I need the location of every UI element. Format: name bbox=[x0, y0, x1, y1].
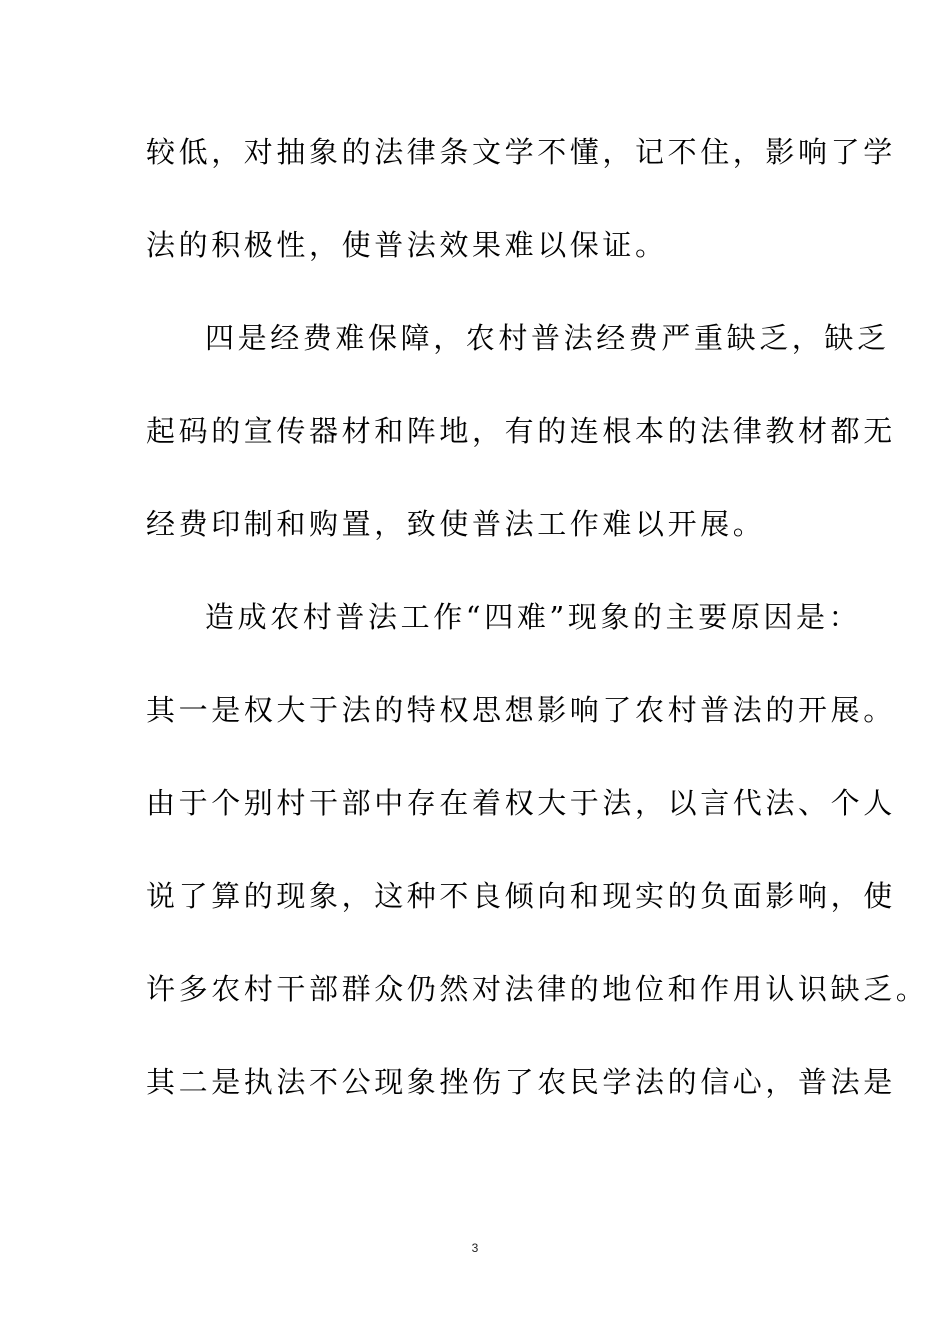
body-text-line: 经费印制和购置，致使普法工作难以开展。 bbox=[146, 507, 766, 541]
body-text-line: 许多农村干部群众仍然对法律的地位和作用认识缺乏。 bbox=[146, 972, 929, 1006]
paragraph-start-line: 造成农村普法工作“四难”现象的主要原因是： bbox=[205, 600, 862, 634]
paragraph-start-line: 四是经费难保障，农村普法经费严重缺乏，缺乏 bbox=[205, 321, 890, 355]
body-text-line: 由于个别村干部中存在着权大于法，以言代法、个人 bbox=[146, 786, 896, 820]
body-text-line: 说了算的现象，这种不良倾向和现实的负面影响，使 bbox=[146, 879, 896, 913]
body-text-line: 其二是执法不公现象挫伤了农民学法的信心，普法是 bbox=[146, 1065, 896, 1099]
body-text-line: 较低，对抽象的法律条文学不懂，记不住，影响了学 bbox=[146, 135, 896, 169]
body-text-line: 起码的宣传器材和阵地，有的连根本的法律教材都无 bbox=[146, 414, 896, 448]
page-number: 3 bbox=[471, 1241, 479, 1255]
body-text-line: 其一是权大于法的特权思想影响了农村普法的开展。 bbox=[146, 693, 896, 727]
body-text-line: 法的积极性，使普法效果难以保证。 bbox=[146, 228, 668, 262]
